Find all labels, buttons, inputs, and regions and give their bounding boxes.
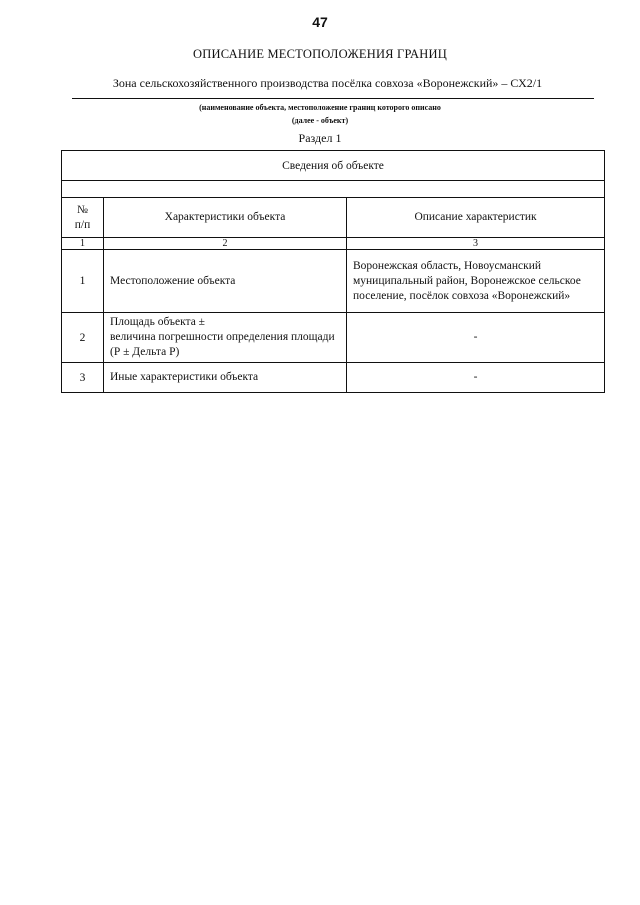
column-number-2: 2: [104, 238, 347, 250]
row-description: -: [347, 313, 605, 363]
column-number-1: 1: [62, 238, 104, 250]
row-characteristic: Местоположение объекта: [104, 250, 347, 313]
table-title-row: [62, 151, 605, 181]
table-row: [62, 250, 605, 313]
object-caption-line-1: (наименование объекта, местоположение границ которого описано: [199, 103, 441, 112]
header-characteristics: Характеристики объекта: [104, 198, 347, 238]
table-row: [62, 363, 605, 393]
header-number: № п/п: [62, 198, 104, 238]
header-description: Описание характеристик: [347, 198, 605, 238]
row-description: -: [347, 363, 605, 393]
table-column-number-row: [62, 238, 605, 250]
table-empty-cell: [62, 181, 605, 198]
object-name-underline: [72, 98, 594, 99]
row-number: 3: [62, 363, 104, 393]
row-characteristic: Иные характеристики объекта: [104, 363, 347, 393]
object-info-table: [61, 150, 605, 393]
object-caption: [0, 101, 640, 127]
row-characteristic: [104, 313, 347, 363]
row-description: Воронежская область, Новоусманский муниципальный район, Воронежское сельское поселение, посёлок совхоза «Воронежский»: [347, 250, 605, 313]
column-number-3: 3: [347, 238, 605, 250]
row-number: 1: [62, 250, 104, 313]
page-number: 47: [312, 14, 328, 30]
object-caption-line-2: (далее - объект): [291, 116, 349, 125]
row-number: 2: [62, 313, 104, 363]
object-name: Зона сельскохозяйственного производства посёлка совхоза «Воронежский» – СХ2/1: [112, 76, 543, 90]
row-characteristic-line-1: Площадь объекта ±: [110, 316, 205, 328]
row-characteristic-line-2: величина погрешности определения площади (Р ± Дельта Р): [110, 331, 335, 358]
document-title: ОПИСАНИЕ МЕСТОПОЛОЖЕНИЯ ГРАНИЦ: [193, 47, 447, 61]
table-title: Сведения об объекте: [62, 151, 605, 181]
table-header-row: [62, 198, 605, 238]
section-title: Раздел 1: [298, 131, 342, 145]
table-row: [62, 313, 605, 363]
table-empty-row: [62, 181, 605, 198]
